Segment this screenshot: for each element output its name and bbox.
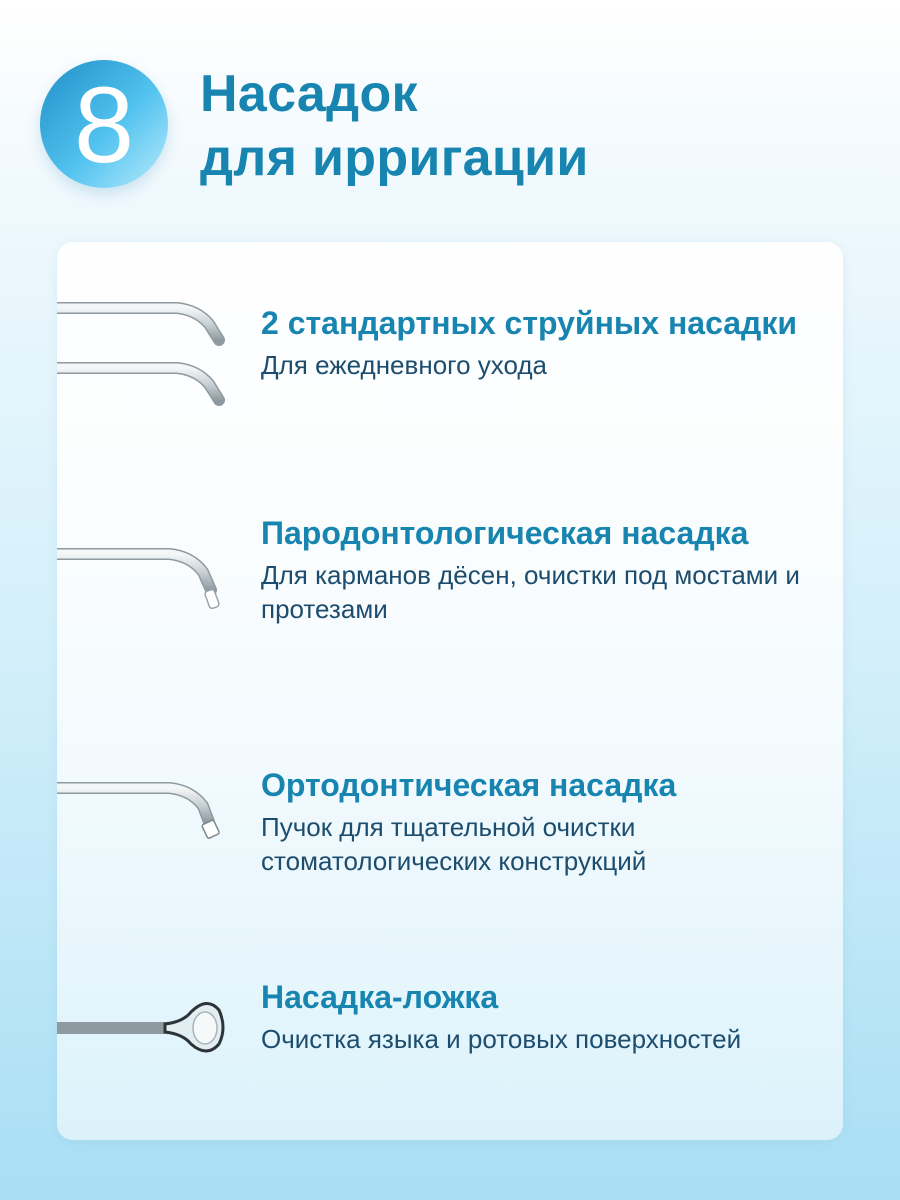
item-title: 2 стандартных струйных насадки [261,305,798,341]
item-title: Ортодонтическая насадка [261,767,677,803]
item-description: Для карманов дёсен, очистки под мостами и протезами [261,560,800,624]
item-description: Очистка языка и ротовых поверхностей [261,1024,742,1054]
count-badge [40,60,168,188]
page-title [200,62,589,190]
tongue-scraper-nozzle-icon [57,988,237,1068]
orthodontic-nozzle-icon [57,772,237,862]
item-description: Для ежедневного ухода [261,350,547,380]
item-text [261,978,821,1056]
item-text [261,304,821,382]
nozzles-card [57,242,843,1140]
list-item [57,766,843,896]
list-item [57,294,843,434]
list-item [57,978,843,1108]
page-title-line-1: Насадок [200,65,418,123]
page-title-line-2: для ирригации [200,129,589,187]
item-text [261,766,821,878]
two-jet-nozzles-icon [57,298,237,418]
periodontal-nozzle-icon [57,542,237,632]
item-text [261,514,821,626]
badge-number: 8 [73,64,135,185]
list-item [57,514,843,664]
item-description: Пучок для тщательной очистки стоматологических конструкций [261,812,647,876]
item-title: Насадка-ложка [261,979,499,1015]
item-title: Пародонтологическая насадка [261,515,749,551]
